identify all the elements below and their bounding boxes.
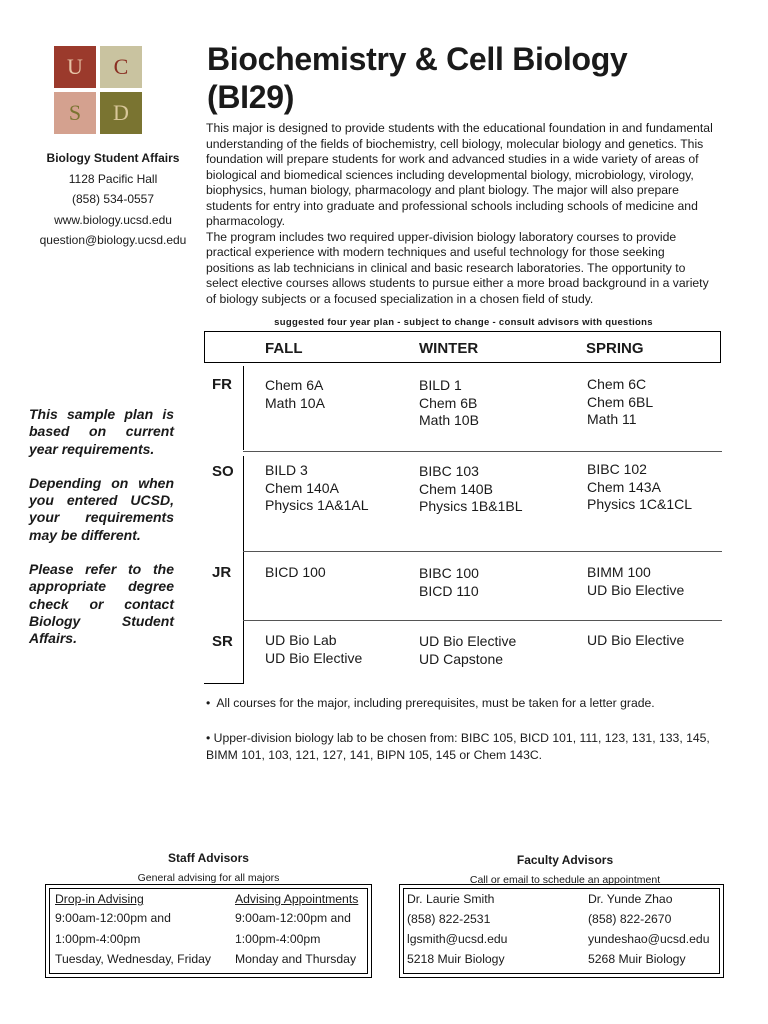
header-spring: SPRING [586, 340, 644, 357]
course: UD Bio Elective [419, 633, 517, 649]
bullet-icon: • [206, 696, 217, 710]
faculty-email[interactable]: lgsmith@ucsd.edu [407, 932, 508, 946]
faculty-email[interactable]: yundeshao@ucsd.edu [588, 932, 710, 946]
dropin-heading: Drop-in Advising [55, 892, 144, 906]
course: Chem 6A [265, 377, 324, 393]
year-border-bottom [243, 456, 244, 684]
staff-advisors-title: Staff Advisors [168, 851, 249, 865]
sr-spring [587, 632, 684, 650]
course: BIBC 100 [419, 565, 479, 581]
course: UD Capstone [419, 650, 504, 667]
fr-fall [265, 377, 325, 412]
course: Chem 140B [419, 480, 493, 497]
appointments-heading: Advising Appointments [235, 892, 359, 906]
course: UD Bio Lab [265, 632, 337, 648]
title-line-1: Biochemistry & Cell Biology [207, 41, 628, 77]
staff-advisors-subtitle: General advising for all majors [137, 872, 280, 884]
sr-winter [419, 633, 516, 668]
sample-plan-note [29, 406, 174, 665]
contact-block [18, 148, 208, 251]
faculty-office: 5268 Muir Biology [588, 952, 686, 966]
contact-email[interactable]: question@biology.ucsd.edu [39, 233, 187, 247]
course: Physics 1B&1BL [419, 498, 523, 514]
plan-caption: suggested four year plan - subject to change - consult advisors with questions [274, 317, 653, 328]
dropin-line: Tuesday, Wednesday, Friday [55, 952, 212, 966]
course: Chem 6B [419, 394, 478, 411]
note-paragraph-1: This sample plan is based on current year requirements. [29, 406, 174, 457]
fr-winter [419, 377, 479, 430]
faculty-phone: (858) 822-2531 [407, 912, 491, 926]
intro-paragraph-2: The program includes two required upper-division biology laboratory courses to provide practical experience with modern techniques and useful technology for those seeking positions as lab technicians in clinical and basic research laboratories. The opportunity to select elective courses allows students to pursue either a more broad background in a variety of biology subjects or a focused specialization in a chosen field of study. [206, 229, 709, 306]
page-title [207, 40, 627, 116]
course: Math 11 [587, 411, 637, 427]
jr-spring [587, 564, 684, 599]
header-fall: FALL [265, 340, 303, 357]
faculty-phone: (858) 822-2670 [588, 912, 672, 926]
plan-header-row [204, 331, 721, 363]
logo-letter-s: S [54, 92, 96, 134]
dropin-line: 1:00pm-4:00pm [55, 932, 141, 946]
faculty-office: 5218 Muir Biology [407, 952, 505, 966]
course: BIBC 103 [419, 463, 479, 479]
year-border-top [243, 366, 244, 450]
appointments-line: 1:00pm-4:00pm [235, 932, 321, 946]
so-spring [587, 461, 692, 514]
course: UD Bio Elective [265, 649, 363, 666]
course: BICD 110 [419, 582, 479, 599]
appointments-line: Monday and Thursday [235, 952, 357, 966]
contact-address: 1128 Pacific Hall [68, 171, 158, 186]
course: UD Bio Elective [587, 632, 685, 648]
bullet-text-continued: BIMM 101, 103, 121, 127, 141, BIPN 105, 145 or Chem 143C. [206, 748, 543, 762]
contact-web[interactable]: www.biology.ucsd.edu [54, 212, 172, 227]
course: BICD 100 [265, 564, 326, 580]
fr-spring [587, 376, 653, 429]
year-border-bottom-cap [204, 683, 244, 684]
course: UD Bio Elective [587, 581, 685, 598]
dropin-line: 9:00am-12:00pm and [55, 911, 171, 925]
row-separator [243, 551, 722, 552]
bullet-text: Upper-division biology lab to be chosen from: BIBC 105, BICD 101, 111, 123, 131, 133, 145, [213, 730, 710, 745]
header-winter: WINTER [419, 340, 479, 357]
course: Physics 1A&1AL [265, 497, 369, 513]
year-fr: FR [212, 376, 232, 393]
so-fall [265, 462, 369, 515]
intro-paragraph-1: This major is designed to provide students with the educational foundation in and fundamental understanding of the fields of biochemistry, cell biology, molecular biology and genetics. This foundation will prepare students for work and advanced studies in a wide variety of areas of biological and biomedical sciences including developmental biology, microbiology, virology, biophysics, human biology, pharmacology and plant biology. The major will also prepare students for entry into graduate and professional schools including schools of medicine and pharmacology. [206, 121, 713, 228]
jr-winter [419, 565, 479, 600]
course: BILD 1 [419, 377, 462, 393]
course: Physics 1C&1CL [587, 496, 693, 512]
appointments-line: 9:00am-12:00pm and [235, 911, 351, 925]
so-winter [419, 463, 523, 516]
title-line-2: (BI29) [207, 79, 295, 115]
bullet-icon: • [206, 730, 214, 745]
course: BILD 3 [265, 462, 308, 478]
faculty-advisors-title: Faculty Advisors [516, 853, 614, 867]
bullet-item-1 [206, 695, 722, 713]
course: Math 10A [265, 394, 325, 411]
course: BIBC 102 [587, 461, 647, 477]
jr-fall [265, 564, 326, 582]
course: Chem 143A [587, 478, 661, 495]
requirement-notes [206, 695, 722, 765]
logo-letter-u: U [54, 46, 96, 88]
faculty-advisors-subtitle: Call or email to schedule an appointment [469, 874, 661, 886]
program-description [206, 121, 714, 307]
year-so: SO [212, 463, 234, 480]
ucsd-logo [54, 46, 142, 136]
year-sr: SR [212, 633, 233, 650]
course: Chem 140A [265, 479, 339, 496]
logo-letter-d: D [100, 92, 142, 134]
course: Math 10B [419, 412, 479, 428]
course: BIMM 100 [587, 564, 651, 580]
note-paragraph-2: Depending on when you entered UCSD, your requirements may be different. [29, 474, 174, 543]
sr-fall [265, 632, 362, 667]
bullet-item-2 [206, 730, 722, 765]
course: Chem 6C [587, 376, 647, 392]
contact-org: Biology Student Affairs [46, 151, 180, 165]
row-separator [243, 620, 722, 621]
course: Chem 6BL [587, 393, 654, 410]
year-jr: JR [212, 564, 232, 581]
faculty-name: Dr. Laurie Smith [407, 892, 495, 906]
row-separator [243, 451, 722, 452]
bullet-text: All courses for the major, including prerequisites, must be taken for a letter grade. [216, 696, 655, 710]
contact-phone: (858) 534-0557 [71, 192, 155, 206]
logo-letter-c: C [100, 46, 142, 88]
faculty-name: Dr. Yunde Zhao [588, 892, 673, 906]
note-paragraph-3: Please refer to the appropriate degree check or contact Biology Student Affairs. [29, 561, 174, 647]
